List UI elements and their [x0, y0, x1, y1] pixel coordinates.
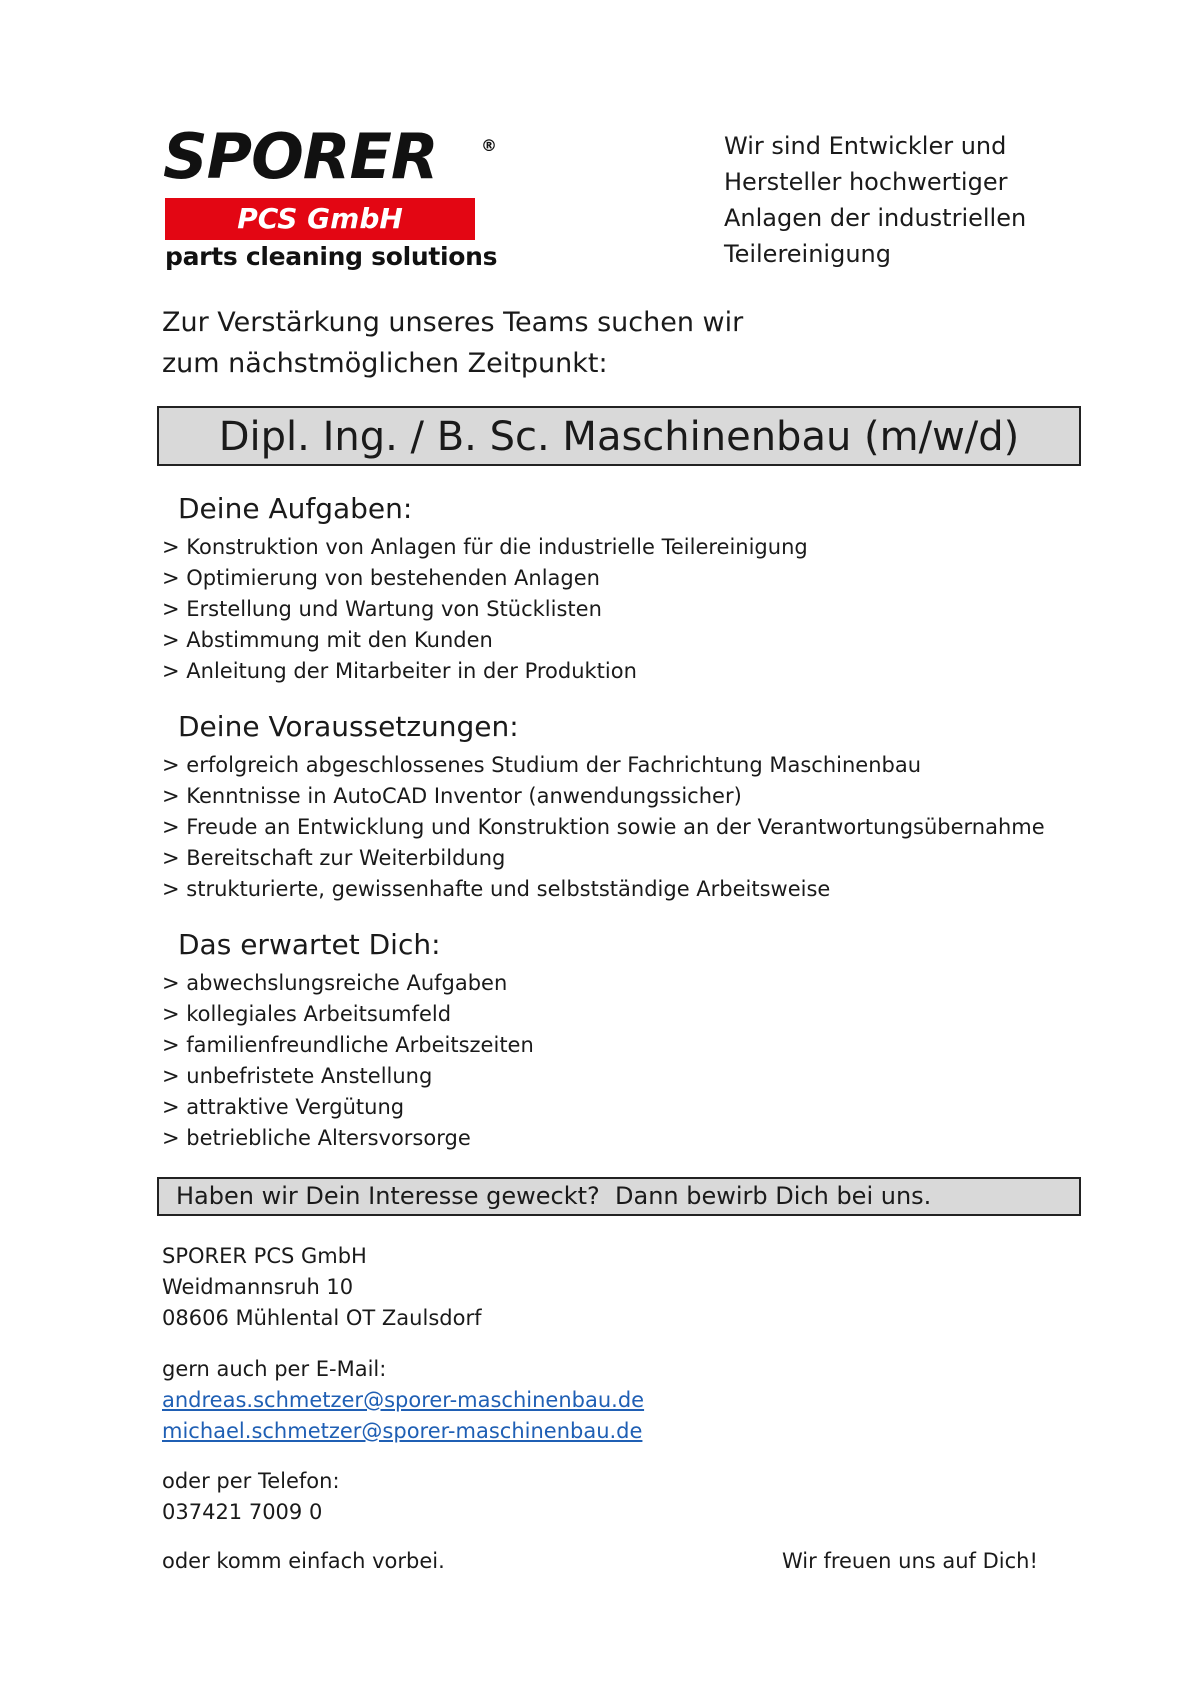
- list-item: > Kenntnisse in AutoCAD Inventor (anwendungssicher): [162, 784, 742, 808]
- logo-wordmark: SPORER: [163, 120, 438, 193]
- list-item: > Konstruktion von Anlagen für die industrielle Teilereinigung: [162, 535, 808, 559]
- email-contact: [162, 1354, 644, 1447]
- list-item: > abwechslungsreiche Aufgaben: [162, 971, 508, 995]
- lead-line: zum nächstmöglichen Zeitpunkt:: [162, 348, 608, 379]
- section-heading-benefits: Das erwartet Dich:: [178, 928, 441, 961]
- lead-text: [162, 302, 743, 384]
- section-heading-requirements: Deine Voraussetzungen:: [178, 710, 519, 743]
- phone-label: oder per Telefon:: [162, 1469, 340, 1493]
- tasks-list: [162, 532, 808, 687]
- list-item: > Optimierung von bestehenden Anlagen: [162, 566, 600, 590]
- company-intro-line: Hersteller hochwertiger: [724, 168, 1008, 196]
- list-item: > unbefristete Anstellung: [162, 1064, 433, 1088]
- job-title-box: [157, 406, 1081, 466]
- lead-line: Zur Verstärkung unseres Teams suchen wir: [162, 307, 744, 338]
- address-line: Weidmannsruh 10: [162, 1275, 354, 1299]
- list-item: > Abstimmung mit den Kunden: [162, 628, 493, 652]
- list-item: > Freude an Entwicklung und Konstruktion sowie an der Verantwortungsübernahme: [162, 815, 1045, 839]
- list-item: > erfolgreich abgeschlossenes Studium der Fachrichtung Maschinenbau: [162, 753, 922, 777]
- requirements-list: [162, 750, 1045, 905]
- phone-number: 037421 7009 0: [162, 1500, 323, 1524]
- company-intro: [724, 128, 1064, 272]
- call-to-action-box: [157, 1177, 1081, 1216]
- job-title: Dipl. Ing. / B. Sc. Maschinenbau (m/w/d): [218, 414, 1020, 460]
- list-item: > strukturierte, gewissenhafte und selbstständige Arbeitsweise: [162, 877, 831, 901]
- list-item: > familienfreundliche Arbeitszeiten: [162, 1033, 534, 1057]
- section-heading-tasks: Deine Aufgaben:: [178, 492, 413, 525]
- logo-red-bar: PCS GmbH: [165, 198, 475, 240]
- company-address: [162, 1241, 481, 1334]
- company-intro-line: Wir sind Entwickler und: [724, 132, 1007, 160]
- company-logo: [163, 120, 503, 274]
- registered-mark: ®: [481, 136, 497, 155]
- company-intro-line: Anlagen der industriellen: [724, 204, 1027, 232]
- benefits-list: [162, 968, 534, 1154]
- list-item: > kollegiales Arbeitsumfeld: [162, 1002, 452, 1026]
- cta-answer: Dann bewirb Dich bei uns.: [615, 1182, 932, 1210]
- logo-tagline: parts cleaning solutions: [165, 242, 498, 271]
- closing-right: Wir freuen uns auf Dich!: [782, 1549, 1038, 1573]
- cta-question: Haben wir Dein Interesse geweckt?: [176, 1182, 600, 1210]
- list-item: > Bereitschaft zur Weiterbildung: [162, 846, 506, 870]
- phone-contact: [162, 1466, 340, 1528]
- list-item: > Erstellung und Wartung von Stücklisten: [162, 597, 602, 621]
- list-item: > Anleitung der Mitarbeiter in der Produktion: [162, 659, 637, 683]
- list-item: > betriebliche Altersvorsorge: [162, 1126, 471, 1150]
- email-link[interactable]: andreas.schmetzer@sporer-maschinenbau.de: [162, 1388, 645, 1412]
- email-label: gern auch per E-Mail:: [162, 1357, 387, 1381]
- address-line: 08606 Mühlental OT Zaulsdorf: [162, 1306, 482, 1330]
- closing-left: oder komm einfach vorbei.: [162, 1549, 445, 1573]
- address-line: SPORER PCS GmbH: [162, 1244, 367, 1268]
- list-item: > attraktive Vergütung: [162, 1095, 405, 1119]
- email-link[interactable]: michael.schmetzer@sporer-maschinenbau.de: [162, 1419, 643, 1443]
- company-intro-line: Teilereinigung: [724, 240, 891, 268]
